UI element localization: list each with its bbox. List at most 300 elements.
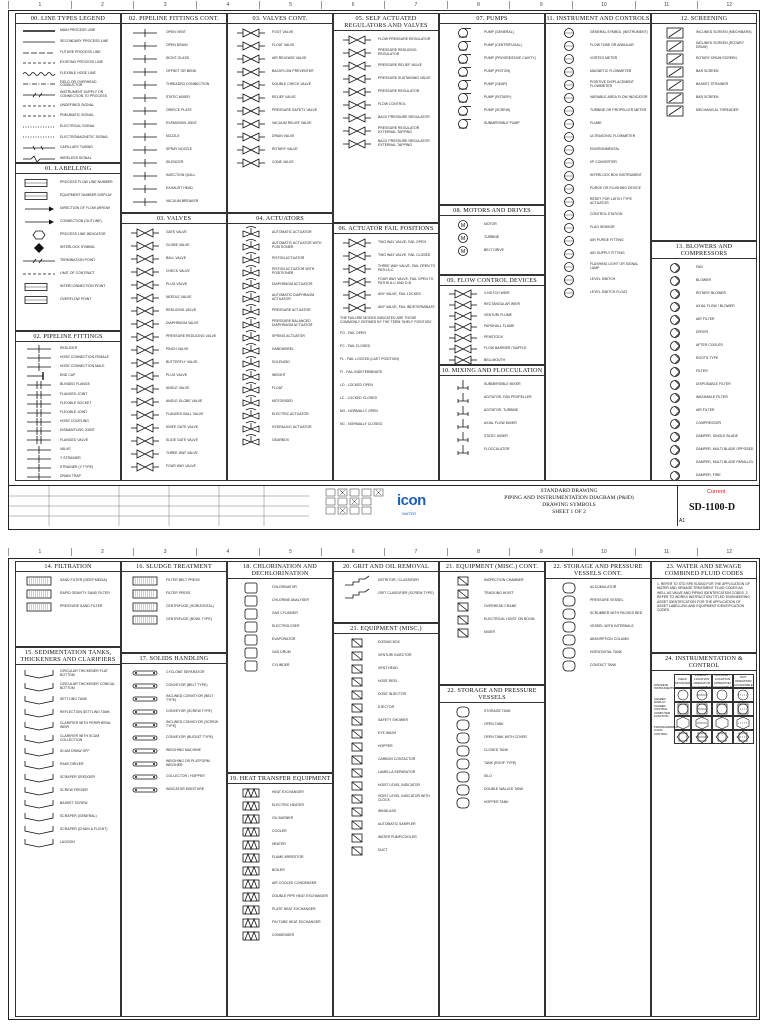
misc-icon [336,794,378,804]
line-wave-icon [18,69,60,79]
actuator-icon [230,410,272,420]
legend-item [442,52,542,65]
legend-item [124,369,224,382]
vessel-icon [442,707,484,717]
legend-item [654,365,754,378]
line-dash-icon [18,58,60,68]
legend-item [230,356,330,369]
valve-icon [442,344,484,354]
valve-icon [124,254,166,264]
legend-item [336,792,436,805]
legend-item [18,176,118,189]
legend-item-label: BAR SCREEN [696,68,719,73]
blower-icon [654,458,696,468]
legend-item-label: CHECK VALVE [166,268,190,273]
legend-item [18,473,118,481]
legend-section [333,13,439,223]
tee-icon [124,119,166,129]
legend-item [654,78,754,91]
misc-icon [336,716,378,726]
legend-item [442,104,542,117]
legend-item-label: DAMPER, MULTI BLADE OPPOSED [696,446,754,451]
legend-item-label: BASKET STRAINER [696,81,729,86]
legend-item-label: NC - NORMALLY CLOSED [340,421,383,426]
section-title: 05. SELF ACTUATED REGULATORS AND VALVES [334,14,438,31]
legend-item-label: WATER PUMP/COOLER [378,834,417,839]
misc-icon [336,677,378,687]
legend-item [124,278,224,291]
legend-item-label: SCUM DRAW OFF [60,748,90,753]
grit-icon [336,576,378,586]
valve-icon [124,267,166,277]
legend-item-label: AUTOMATIC DIAPHRAGM ACTUATOR [272,292,315,301]
sheet-size: A1 [679,518,686,524]
legend-item-label: RELIEF VALVE [272,94,296,99]
legend-item-label: COOLER [272,828,287,833]
valve-icon [124,371,166,381]
misc-icon [336,664,378,674]
legend-item-label: HOIST LEVEL INDICATOR [378,782,420,787]
legend-item-label: CONVEYOR (BUCKET TYPE) [166,734,214,739]
legend-item-label: BALL VALVE [166,255,187,260]
valve-icon [230,119,272,129]
title-line-2: PIPING AND INSTRUMENTATION DIAGRAM (P&ID) [504,495,634,501]
valve-icon [336,139,378,149]
section-title: 04. ACTUATORS [228,214,332,224]
pump-icon [442,106,484,116]
legend-item-label: BELT DRIVE [484,247,504,252]
legend-item-label: LO - LOCKED OPEN [340,382,373,387]
legend-item [654,443,754,456]
legend-item-label: ANY VALVE, FAIL LOCKED [378,291,421,296]
mixer-icon [442,406,484,416]
valve-icon [442,355,484,365]
blower-icon [654,380,696,390]
legend-item-label: HOIST LEVEL INDICATOR WITH CLOCK [378,793,430,802]
legend-item-label: FO - FAIL OPEN [340,330,366,335]
actuator-icon [230,293,272,303]
legend-item [442,333,542,344]
legend-item [18,189,118,202]
blower-icon [654,393,696,403]
legend-item-label: INSTRUMENT SUPPLY OR CONNECTION TO PROCESS [60,90,107,98]
legend-item [548,195,648,208]
legend-item-label: CLARIFIER WITH PERIPHERAL WEIR [60,720,111,729]
legend-item [336,418,436,431]
valve-icon [336,74,378,84]
misc-icon [442,615,484,625]
legend-item [654,313,754,326]
legend-item [336,111,436,124]
legend-item [124,239,224,252]
mixer-icon [442,419,484,429]
pump-icon [442,54,484,64]
legend-item-label: SIGHT GLASS [166,55,190,60]
legend-item [442,310,542,321]
legend-item [548,221,648,234]
legend-item-label: CHLORINE ANALYSER [272,597,309,602]
legend-item-label: FLUME [590,120,602,125]
legend-item [230,343,330,356]
legend-item-label: ORIFICE PLATE [166,107,192,112]
legend-item-label: WEIGHING MACHINE [166,747,201,752]
grid-symbol [733,716,754,730]
legend-item [548,156,648,169]
legend-item-label: DRAIN VALVE [272,133,295,138]
legend-section [15,13,121,163]
legend-item [548,646,648,659]
legend-section [15,331,121,481]
valve-icon [336,48,378,58]
valve-icon [230,41,272,51]
legend-item-label: ELECTROMAGNETIC SIGNAL [60,134,109,139]
legend-item [336,262,436,275]
screen-icon [654,106,696,116]
legend-item [336,275,436,288]
legend-item-label: PISTON ACTUATOR WITH POSITIONER [272,266,315,275]
blower-icon [654,276,696,286]
legend-item [230,117,330,130]
tank-icon [18,825,60,835]
legend-item [442,626,542,639]
legend-item [442,783,542,796]
tank-icon [18,695,60,705]
legend-item-label: BUTTERFLY VALVE [166,359,198,364]
misc-icon [336,768,378,778]
legend-item-label: FILTER PRESS [166,590,191,595]
conveyor-icon [124,733,166,743]
legend-item [336,805,436,818]
legend-section [651,653,757,1017]
legend-item [654,378,754,391]
heat-icon [230,788,272,798]
valve-icon [124,384,166,394]
legend-item-label: FLAG SENSOR [590,224,615,229]
legend-item [230,26,330,39]
instrument-grid [674,674,752,744]
vessel-icon [442,759,484,769]
legend-item [124,574,224,587]
valve-icon [124,410,166,420]
legend-item-label: FLANGED JOINT [60,391,88,396]
legend-item [230,382,330,395]
arrow-right-icon [18,204,60,214]
valve-icon [230,80,272,90]
section-title: 14. FILTRATION [16,562,120,572]
legend-item [336,844,436,857]
legend-item-label: ABSORPTION COLUMN [590,636,629,641]
heat-icon [230,879,272,889]
instrument-icon [548,158,590,168]
legend-item [654,91,754,104]
legend-item-label: INCLINED SCREEN (ROTARY DRUM) [696,40,744,49]
tank-icon [18,838,60,848]
instrument-icon [548,67,590,77]
legend-item [18,132,118,143]
legend-item [18,26,118,37]
blower-icon [654,341,696,351]
valve-icon [442,311,484,321]
tank-icon [18,786,60,796]
actuator-icon [230,423,272,433]
misc-icon [336,742,378,752]
legend-item [442,299,542,310]
legend-item-label: DIRECTION OF FLOW ARROW [60,205,110,210]
legend-item [124,421,224,434]
legend-item [336,831,436,844]
legend-item [230,39,330,52]
legend-item-label: AXIAL FLOW MIXER [484,420,517,425]
legend-item-label: CENTRIFUGE (HORIZONTAL) [166,603,214,608]
legend-item-label: OPEN DRAIN [166,42,188,47]
legend-item [548,247,648,260]
blower-icon [654,315,696,325]
legend-item-label: THREE WAY VALVE, FAIL OPEN TO PATH A-C [378,263,436,272]
legend-item [18,771,118,784]
conveyor-icon [124,668,166,678]
legend-item-label: DOUBLE PIPE HEAT EXCHANGER [272,893,329,898]
grid-symbol [691,730,712,744]
legend-item [336,779,436,792]
legend-item [124,182,224,195]
legend-item [654,326,754,339]
legend-item [230,929,330,942]
valve-icon [336,87,378,97]
legend-item [548,130,648,143]
legend-item-label: VENTURI FLUME [484,312,512,317]
vessel-icon [548,583,590,593]
legend-section [121,561,227,653]
instrument-icon [548,223,590,233]
legend-item [230,434,330,447]
legend-item-label: VARIABLE AREA FLOW INDICATOR [590,94,648,99]
section-title: 03. VALVES CONT. [228,14,332,24]
valve-icon [124,319,166,329]
legend-item-label: HOSE CONNECTION MALE [60,364,105,369]
legend-item [442,796,542,809]
section-title: 03. VALVES [122,214,226,224]
tee-icon [124,132,166,142]
valve-icon [336,290,378,300]
legend-item [654,104,754,117]
legend-item [336,353,436,366]
legend-item [124,52,224,65]
heat-icon [230,866,272,876]
legend-item-label: WEIGHT [272,372,286,377]
instrument-icon [548,171,590,181]
valve-icon [124,306,166,316]
valve-icon [336,35,378,45]
legend-item-label: PLATE HEAT EXCHANGER [272,906,316,911]
legend-item-label: ROTARY BLOWER [696,290,727,295]
legend-item [548,104,648,117]
legend-item [124,330,224,343]
blower-icon [654,406,696,416]
legend-item-label: PNEUMATIC SIGNAL [60,113,94,118]
conveyor-icon [124,785,166,795]
legend-item [230,156,330,169]
section-title: 18. CHLORINATION AND DECHLORINATION [228,562,332,579]
legend-item [18,90,118,101]
legend-item-label: PRESSURE SAND FILTER [60,603,103,608]
diamond-icon [18,243,60,253]
legend-item [18,241,118,254]
legend-item [18,143,118,154]
line-dash-icon [18,269,60,279]
legend-item-label: AGITATOR, TURBINE [484,407,519,412]
legend-item-label: HEAT EXCHANGER [272,789,304,794]
tee-icon [124,41,166,51]
legend-item [442,391,542,404]
legend-item [336,662,436,675]
legend-item-label: FLOW TUBE OR ANNULAR [590,42,634,47]
legend-item-label: FOUR WAY VALVE [166,463,196,468]
section-title: 19. HEAT TRANSFER EQUIPMENT [229,775,331,782]
vessel-icon [442,772,484,782]
legend-item-label: PUMP (CENTRIFUGAL) [484,42,522,47]
legend-item-label: INTERLOCK BOX INSTRUMENT [590,172,642,177]
legend-item-label: GATE VALVE [166,229,187,234]
legend-item-label: PUMP (GEAR) [484,81,508,86]
tee-icon [18,472,60,481]
grid-symbol [674,702,691,716]
legend-item-label: THE FAILURE MODES INDICATED ARE THOSE COMMONLY DEFINED BY THE TERM 'SHELF POSITION' [340,315,432,324]
heat-icon [230,801,272,811]
line-long-dash-icon [18,48,60,58]
legend-item-label: AIR COOLED CONDENSER [272,880,317,885]
legend-item [230,594,330,607]
legend-item-label: DUCT [378,847,388,852]
valve-icon [336,126,378,136]
grid-symbol [691,716,712,730]
heat-icon [230,905,272,915]
legend-item-label: FL - FAIL LOCKED (LAST POSITION) [340,356,399,361]
legend-item [336,574,436,587]
section-title: 12. SCREENING [652,14,756,24]
legend-item [654,26,754,39]
legend-item-label: OPEN VENT [166,29,187,34]
legend-item-label: PROCESS FLOW LINE NUMBER [60,179,113,184]
legend-item-label: SECONDARY PROCESS LINE [60,39,109,44]
legend-item-label: NOZZLE [166,133,180,138]
heat-icon [230,918,272,928]
legend-item-label: FUTURE PROCESS LINE [60,49,101,54]
legend-item-label: BELLMOUTH [484,357,506,362]
legend-item-label: GLOBE VALVE [166,242,190,247]
legend-item [18,79,118,90]
legend-section [651,561,757,653]
legend-item-label: CONVEYOR (BELT TYPE) [166,682,208,687]
legend-item [124,226,224,239]
legend-item [18,228,118,241]
legend-item-label: FOOT VALVE [272,29,294,34]
legend-item [18,68,118,79]
legend-item [230,607,330,620]
misc-icon [442,602,484,612]
blower-icon [654,445,696,455]
legend-item [336,340,436,353]
legend-item-label: CIRCULAR THICKENER FLAT BOTTOM [60,668,108,677]
misc-icon [336,833,378,843]
mixer-icon [442,393,484,403]
legend-item [230,646,330,659]
legend-item [18,706,118,719]
legend-item [654,300,754,313]
chem-icon [230,596,272,606]
legend-item-label: REDUCER [60,345,78,350]
legend-item [124,39,224,52]
legend-item-label: DISMANTLING JOINT [60,428,95,433]
heat-icon [230,853,272,863]
screen-icon [654,67,696,77]
legend-item [336,379,436,392]
misc-icon [442,589,484,599]
legend-item-label: SCRAPER (CHAIN & FLIGHT) [60,826,108,831]
legend-item-label: FAN [696,264,703,269]
legend-item-label: MOTORISED [272,398,293,403]
blower-icon [654,263,696,273]
tank-icon [18,721,60,731]
legend-item-label: AUTOMATIC ACTUATOR [272,229,312,234]
legend-item-label: PRESSURE REGULATOR EXTERNAL TAPPING [378,125,420,134]
legend-item-label: HOPPER TANK [484,799,509,804]
actuator-icon [230,241,272,251]
tee-icon [124,145,166,155]
legend-item [230,903,330,916]
legend-item-label: HOSE COUPLING [60,419,89,424]
blower-icon [654,367,696,377]
legend-item-label: WASHABLE FILTER [696,394,728,399]
tank-icon [18,747,60,757]
legend-item-label: PUMP (PISTON) [484,68,511,73]
legend-item [230,633,330,646]
legend-section [439,13,545,205]
legend-item-label: BACKFLOW PREVENTER [272,68,314,73]
legend-item [230,265,330,278]
section-title: 07. PUMPS [440,14,544,24]
legend-item-label: CHLORINATOR [272,584,297,589]
legend-item [230,52,330,65]
legend-item [336,587,436,600]
legend-item [442,378,542,391]
legend-item-label: FLEXIBLE SOCKET [60,400,92,405]
legend-item-label: ANGLE GLOBE VALVE [166,398,203,403]
legend-item-label: ENVIRONMENTAL [590,146,620,151]
grid-symbol [712,702,733,716]
legend-item [336,249,436,262]
legend-item-label: DOUBLE CHECK VALVE [272,81,312,86]
legend-item [336,636,436,649]
top-ruler-sheet1: 1 2 3 4 5 6 7 8 9 10 11 12 [8,1,760,9]
legend-item-label: FLOCCULATOR [484,446,510,451]
legend-item-label: HYDRAULIC ACTUATOR [272,424,312,429]
legend-item [230,864,330,877]
legend-item [442,600,542,613]
legend-item-label: REDUCING VALVE [166,307,197,312]
legend-section [545,13,651,481]
legend-item [654,52,754,65]
legend-item [336,288,436,301]
tee-icon [124,106,166,116]
valve-icon [336,303,378,313]
screen-icon [654,93,696,103]
legend-section [439,561,545,685]
instrument-icon [548,236,590,246]
legend-item-label: UNDEFINED SIGNAL [60,102,94,107]
legend-item [124,666,224,679]
legend-item-label: ANGLE VALVE [166,385,190,390]
legend-item [548,78,648,91]
